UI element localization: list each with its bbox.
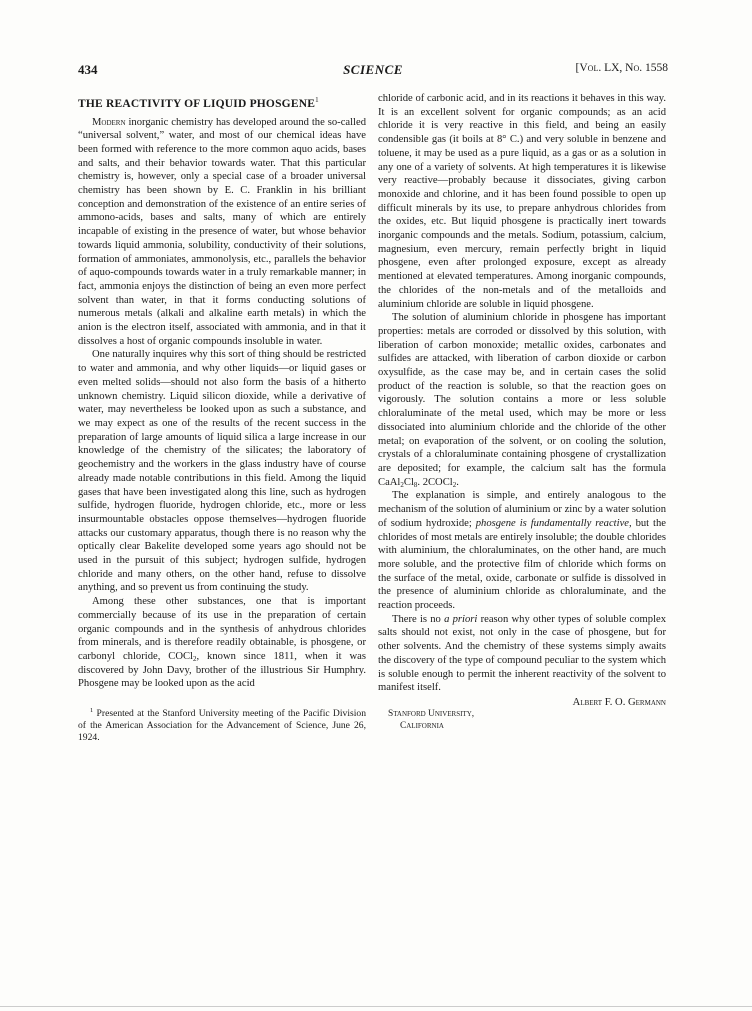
page-number: 434 [78,62,98,77]
left-column [78,92,366,744]
paragraph-7: There is no a priori reason why other types of soluble complex salts should not exist, not only in the case of phosgene, but for other solvents. And the chemistry of these systems simply awaits the discovery of the type of compound peculiar to the system which is soluble enough to permit the inherent reactivity of the solvent to manifest itself. [378,613,667,694]
right-column [378,92,666,732]
running-header [78,62,668,82]
author-affiliation: Stanford University, California [388,708,475,731]
paragraph-3: Among these other substances, one that is important commercially because of its use in the preparation of certain organic compounds and in the synthesis of anhydrous chlorides from minerals, and is therefore readily obtainable, is phosgene, or carbonyl chloride, COCl$_2$, known since 1811, when it was discovered by John Davy, brother of the illustrious Sir Humphry. Phosgene may be looked upon as the acid [78,596,366,690]
journal-name: SCIENCE [343,62,403,77]
page-bottom-edge [0,1006,752,1007]
paragraph-5: The solution of aluminium chloride in phosgene has important properties: metals are corroded or dissolved by this solution, with liberation of carbon monoxide; metallic oxides, carbonates and sulfides are attacked, with liberation of carbon dioxide or carbon oxysulfide, as the case may be, and in certain cases the solid product of the reaction is soluble, so that the reaction goes on vigorously. The solution contains a more or less soluble chloraluminate of the metal used, which may be more or less dissociated into aluminium chloride and the chloride of the other metal; on evaporation of the solvent, or on cooling the solution, crystals of a chloraluminate containing phosgene of crystallization are deposited; for example, the calcium salt has the formula $CaAl_2Cl_8$. 2COCl$_2$. [378,312,666,489]
volume-info: [Vol. LX, No. 1558 [575,62,668,74]
title-footnote-mark: 1 [315,96,319,104]
paragraph-1: Modern inorganic chemistry has developed around the so-called “universal solvent,” water, and most of our chemical ideas have been formed with reference to the more common aquo acids, bases and salts, and their behavior towards water. That this particular chemistry is, however, only a special case of a broader universal chemistry has been shown by E. C. Franklin in his brilliant conception and demonstration of the existence of an entire series of ammono-acids, bases and salts, many of which are entirely incapable of existing in the presence of water, but whose behavior towards liquid ammonia, solubility, conductivity of their solutions, formation of ammoniates, ammonolysis, etc., parallels the behavior of aquo-compounds towards water in a truly remarkable manner; in fact, ammonia enjoys the distinction of being an even more perfect solvent than water, in that it forms conducting solutions of numerous metals (alkali and alkaline earth metals) in which the anion is the electron itself, associated with ammonia, and in that it dissolves a host of organic compounds insoluble in water. [78,116,366,347]
paragraph-6: The explanation is simple, and entirely analogous to the mechanism of the solution of aluminium or zinc by a water solution of sodium hydroxide; phosgene is fundamentally reactive, but the chlorides of most metals are entirely insoluble; the double chlorides with aluminium, the chloraluminates, on the other hand, are much more soluble, and the protective film of chloride which forms on the surface of the metal, oxide, carbonate or sulfide is dissolved in the presence of aluminium chloride as chloraluminate, and the reaction proceeds. [378,490,666,612]
article-title: THE REACTIVITY OF LIQUID PHOSGENE$^1$ [78,96,319,110]
paragraph-2: One naturally inquires why this sort of thing should be restricted to water and ammonia, and why other liquids—or liquid gases or even melted solids—should not also form the basis of a hitherto unknown chemistry. Liquid silicon dioxide, while a derivative of water, may nevertheless be looked upon as such a substance, and we may expect as one of the results of the recent success in the preparation of large amounts of liquid silica a large increase in our knowledge of the chemistry of the silicates; the laboratory of geochemistry and the workers in the glass industry have of course already made notable contributions in this field. Among the liquid gases that have been investigated along this line, such as hydrogen sulfide, hydrogen fluoride, hydrogen chloride, etc., more or less insurmountable obstacles oppose themselves—hydrogen fluoride attacks our customary apparatus, though there is no reason why the optically clear Bakelite developed some years ago should not be used in the pursuit of this subject; hydrogen sulfide, hydrogen chloride and many others, on the other hand, refuse to dissolve anything, and so prevent us from continuing the study. [78,349,366,594]
paragraph-4: chloride of carbonic acid, and in its reactions it behaves in this way. It is an excellent solvent for organic compounds; as an acid chloride it is very reactive in this field, and being an easily condensible gas (it boils at 8° C.) and very soluble in benzene and toluene, it may be used as a pure liquid, as a gas or as a solution in any one of a variety of solvents. At high temperatures it is likewise very reactive—probably because it dissociates, giving carbon monoxide and chlorine, and it has been found possible to open up difficult minerals by its use, to prepare anhydrous chlorides from the oxides, etc. But liquid phosgene is practically inert towards inorganic compounds and the metals. Sodium, potassium, calcium, magnesium, even mercury, remain perfectly bright in liquid phosgene, even after prolonged exposure, except as already mentioned at elevated temperatures. Among inorganic compounds, the chlorides of the non-metals and of the metalloids and aluminium chloride are soluble in liquid phosgene. [378,93,666,310]
lead-word: Modern [92,116,126,128]
author-signature: Albert F. O. Germann [572,696,666,708]
footnote: $^1$ Presented at the Stanford University meeting of the Pacific Division of the American Association for the Advancement of Science, June 26, 1924. [78,707,366,744]
